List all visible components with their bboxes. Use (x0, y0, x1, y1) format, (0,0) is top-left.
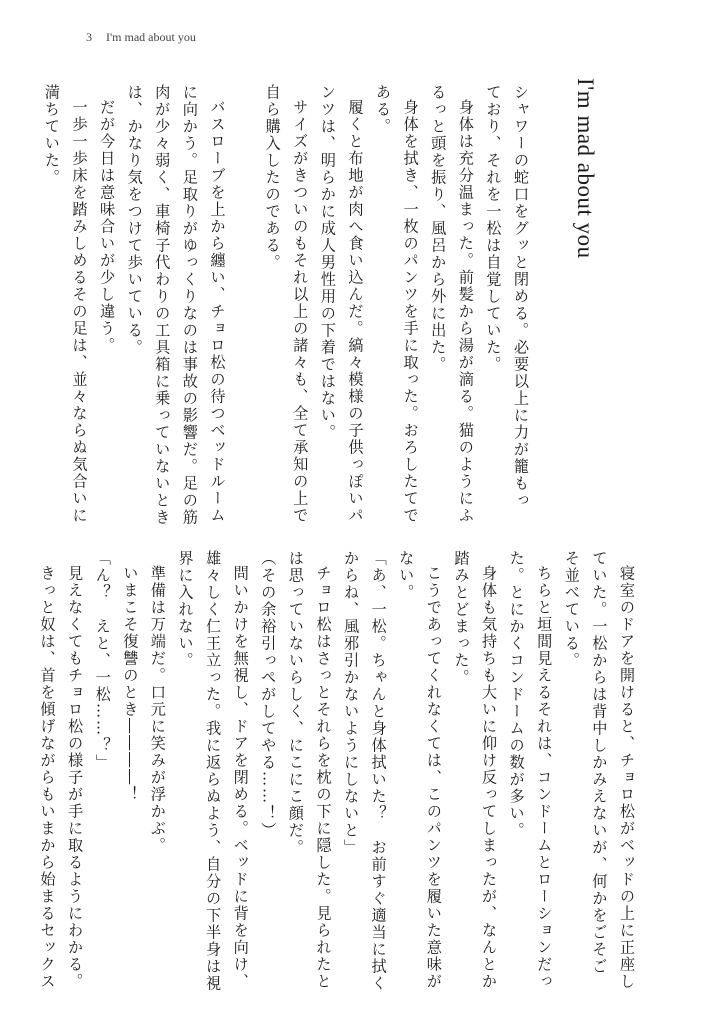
lower-text-block (38, 550, 640, 992)
text-line: 満ちていた。 (42, 84, 61, 186)
text-line: 問いかけを無視し、ドアを閉める。ベッドに背を向け、 (231, 565, 250, 991)
text-line: 「ん？ えと、一松……？」 (93, 550, 112, 771)
text-line: ていた。一松からは背中しかみえないが、何かをごそご (590, 550, 609, 975)
upper-text-block (42, 84, 534, 526)
text-line: 寝室のドアを開けると、チョロ松がベッドの上に正座し (618, 565, 636, 991)
text-line: ており、それを一松は自覚していた。 (484, 84, 503, 373)
text-line: ある。 (374, 84, 393, 135)
text-line: 肉が少々弱く、車椅子代わりの工具箱に乗っていないとき (153, 84, 172, 526)
text-line: 「あ、一松。ちゃんと身体拭いた？ お前すぐ適当に拭く (369, 550, 388, 992)
text-line: 一歩一歩床を踏みしめるその足は、並々ならぬ気合いに (70, 99, 89, 525)
text-line: 身体も気持ちも大いに仰け反ってしまったが、なんとか (480, 565, 499, 991)
text-line: 雄々しく仁王立った。我に返らぬよう、自分の下半身は視 (204, 550, 223, 992)
running-header (86, 30, 196, 45)
text-line: は、かなり気をつけて歩いている。 (125, 84, 144, 356)
text-line: （その余裕引っぺがしてやる……！） (259, 550, 278, 839)
text-line: チョロ松はさっとそれらを枕の下に隠した。見られたと (314, 565, 333, 991)
page-number: 3 (86, 30, 92, 44)
text-line: そ並べている。 (562, 550, 581, 669)
text-line: は思っていないらしく、にこにこ顔だ。 (286, 550, 305, 856)
text-line: 踏みとどまった。 (452, 550, 471, 686)
text-line: 身体は充分温まった。前髪から湯が滴る。猫のようにふ (456, 99, 475, 525)
text-line: だが今日は意味合いが少し違う。 (98, 99, 117, 355)
text-line (230, 84, 258, 524)
text-line: からね、風邪引かないようにしないと」 (342, 550, 361, 856)
text-line: ンツは、明らかに成人男性用の下着ではない。 (318, 84, 337, 441)
text-line: いまこそ復讐のとき――――！ (121, 565, 140, 804)
text-line: 見えなくてもチョロ松の様子が手に取るようにわかる。 (66, 565, 85, 991)
text-line: こうであってくれなくては、このパンツを履いた意味が (424, 565, 443, 991)
text-line: サイズがきついのもそれ以上の諸々も、全て承知の上で (291, 99, 310, 525)
text-line: 身体を拭き、一枚のパンツを手に取った。おろしたてで (401, 99, 420, 525)
text-line: た。とにかくコンドームの数が多い。 (507, 550, 526, 839)
text-line: に向かう。足取りがゆっくりなのは事故の影響だ。足の筋 (180, 84, 199, 526)
text-line: 履くと布地が肉へ食い込んだ。縞々模様の子供っぽいパ (346, 99, 365, 525)
running-title: I'm mad about you (106, 30, 196, 44)
text-line: 準備は万端だ。口元に笑みが浮かぶ。 (148, 565, 167, 855)
text-line: ない。 (397, 550, 416, 601)
chapter-title: I'm mad about you (573, 78, 598, 259)
text-line: きっと奴は、首を傾げながらもいまから始まるセックス (38, 565, 57, 991)
text-line: 自ら購入したのである。 (263, 84, 282, 271)
text-line: シャワーの蛇口をグッと閉める。必要以上に力が籠もっ (512, 84, 530, 509)
text-line: バスローブを上から纏い、チョロ松の待つベッドルーム (208, 99, 227, 525)
text-line: ちらと垣間見えるそれは、コンドームとローションだっ (535, 565, 554, 991)
text-line: るっと頭を振り、風呂から外に出た。 (429, 84, 448, 373)
text-line: 界に入れない。 (176, 550, 195, 669)
